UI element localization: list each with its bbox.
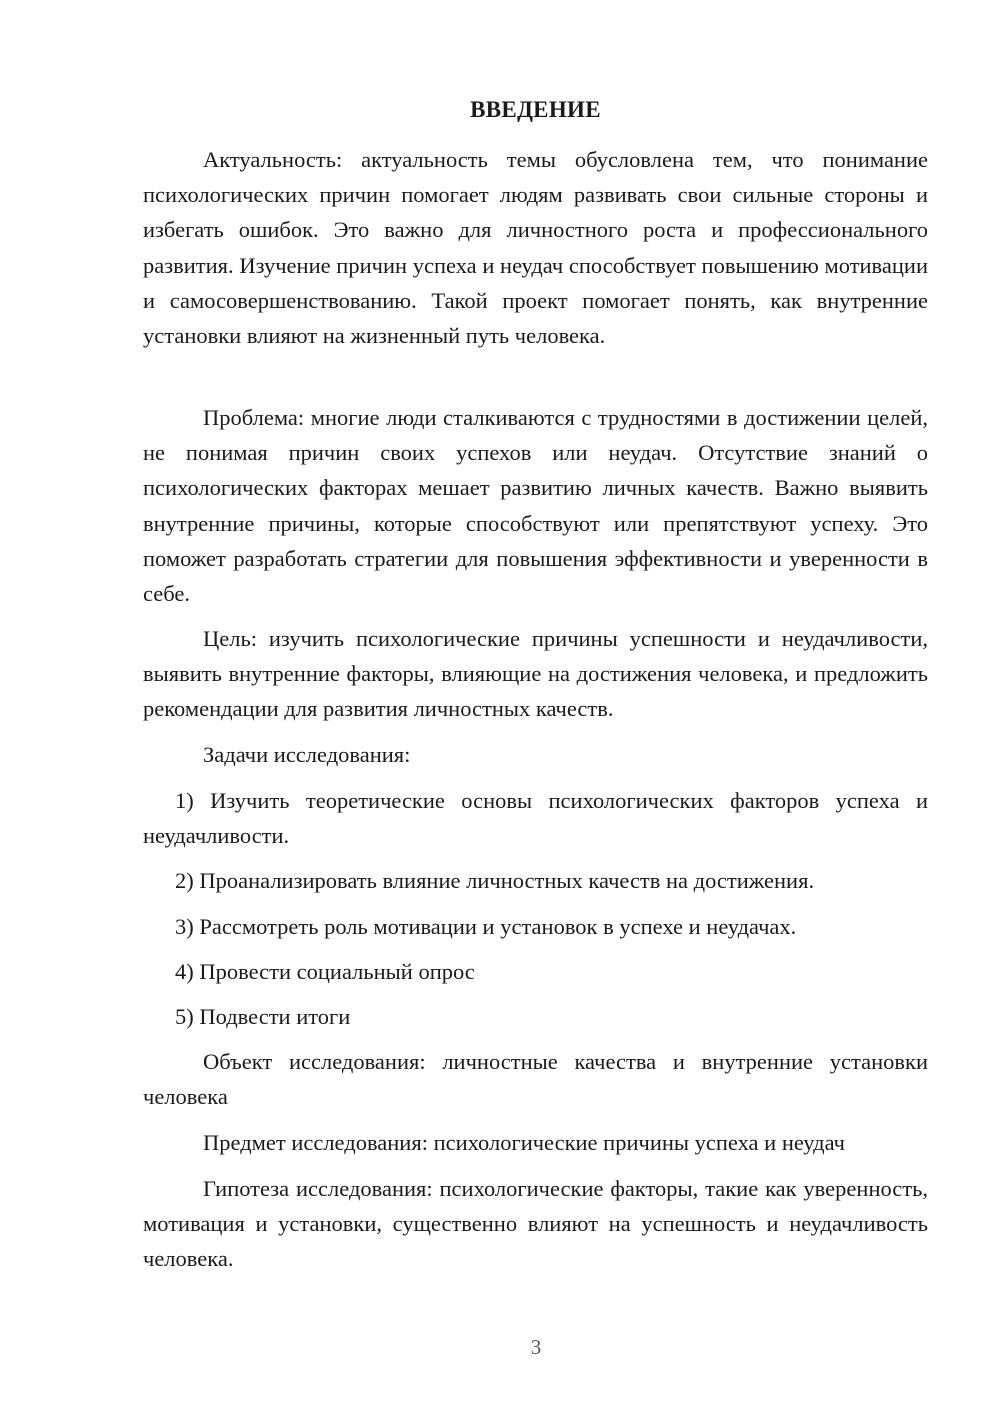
task-item-2: 2) Проанализировать влияние личностных качеств на достижения.	[175, 868, 815, 893]
problem-paragraph: Проблема: многие люди сталкиваются с трудностями в достижении целей, не понимая причин своих успехов или неудач. Отсутствие знаний о психологических факторах мешает развитию личных качеств. Важно выявить внутренние причины, которые способствуют или препятствуют успеху. Это поможет разработать стратегии для повышения эффективности и уверенности в себе.	[143, 405, 928, 607]
subject-paragraph: Предмет исследования: психологические причины успеха и неудач	[203, 1130, 845, 1155]
object-paragraph: Объект исследования: личностные качества и внутренние установки человека	[143, 1049, 928, 1110]
task-item-3: 3) Рассмотреть роль мотивации и установок в успехе и неудачах.	[175, 914, 797, 939]
tasks-title: Задачи исследования:	[203, 742, 411, 767]
page-number: 3	[530, 1335, 542, 1359]
task-item-5: 5) Подвести итоги	[175, 1004, 351, 1029]
task-item-4: 4) Провести социальный опрос	[175, 959, 475, 984]
goal-paragraph: Цель: изучить психологические причины успешности и неудачливости, выявить внутренние факторы, влияющие на достижения человека, и предложить рекомендации для развития личностных качеств.	[143, 626, 928, 722]
section-heading: ВВЕДЕНИЕ	[470, 97, 601, 122]
relevance-paragraph: Актуальность: актуальность темы обусловлена тем, что понимание психологических причин помогает людям развивать свои сильные стороны и избегать ошибок. Это важно для личностного роста и профессионального развития. Изучение причин успеха и неудач способствует повышению мотивации и самосовершенствованию. Такой проект помогает понять, как внутренние установки влияют на жизненный путь человека.	[143, 147, 928, 349]
task-item-1: 1) Изучить теоретические основы психологических факторов успеха и неудачливости.	[143, 788, 928, 849]
hypothesis-paragraph: Гипотеза исследования: психологические факторы, такие как уверенность, мотивация и установки, существенно влияют на успешность и неудачливость человека.	[143, 1176, 928, 1272]
